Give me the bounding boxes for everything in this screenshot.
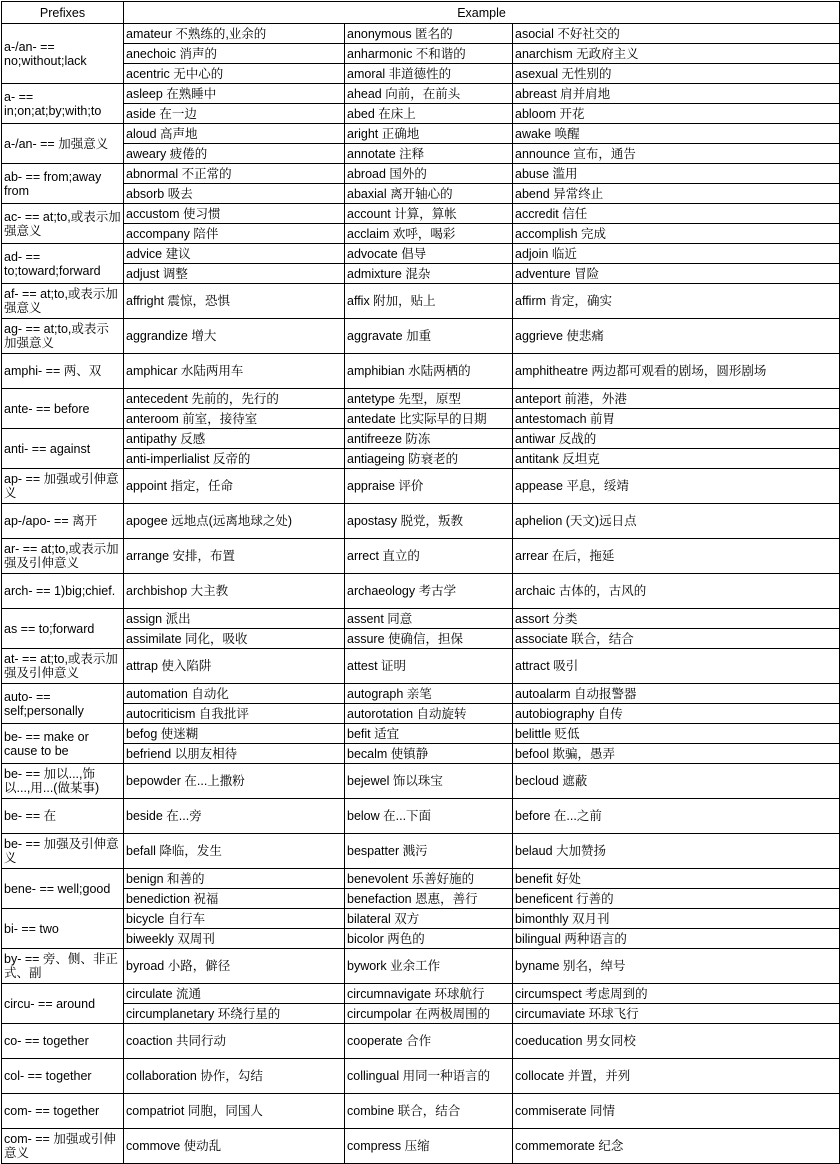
example-cell: aphelion (天文)远日点 [513, 504, 840, 539]
table-row [2, 609, 840, 629]
example-cell: asleep 在熟睡中 [124, 84, 345, 104]
example-cell: abed 在床上 [345, 104, 513, 124]
table-row [2, 244, 840, 264]
example-cell: belittle 贬低 [513, 724, 840, 744]
example-cell: arrear 在后，拖延 [513, 539, 840, 574]
prefix-table [1, 1, 840, 1164]
example-cell: bepowder 在...上撒粉 [124, 764, 345, 799]
example-cell: byroad 小路，僻径 [124, 949, 345, 984]
example-cell: bilateral 双方 [345, 909, 513, 929]
table-row [2, 1059, 840, 1094]
example-cell: appraise 评价 [345, 469, 513, 504]
table-row [2, 1094, 840, 1129]
example-cell: compress 压缩 [345, 1129, 513, 1164]
table-row [2, 84, 840, 104]
example-cell: benefaction 恩惠，善行 [345, 889, 513, 909]
example-cell: abuse 滥用 [513, 164, 840, 184]
example-cell: bejewel 饰以珠宝 [345, 764, 513, 799]
example-cell: amphibian 水陆两栖的 [345, 354, 513, 389]
example-cell: antitank 反坦克 [513, 449, 840, 469]
example-cell: aggravate 加重 [345, 319, 513, 354]
example-cell: befool 欺骗，愚弄 [513, 744, 840, 764]
example-cell: appease 平息，绥靖 [513, 469, 840, 504]
prefix-cell: af- == at;to,或表示加强意义 [2, 284, 124, 319]
example-cell: benign 和善的 [124, 869, 345, 889]
example-cell: coaction 共同行动 [124, 1024, 345, 1059]
table-row [2, 539, 840, 574]
prefix-cell: ab- == from;away from [2, 164, 124, 204]
table-row [2, 909, 840, 929]
example-cell: adventure 冒险 [513, 264, 840, 284]
example-cell: before 在...之前 [513, 799, 840, 834]
prefix-cell: at- == at;to,或表示加强及引伸意义 [2, 649, 124, 684]
table-row [2, 984, 840, 1004]
example-cell: arrange 安排，布置 [124, 539, 345, 574]
header-row [2, 2, 840, 24]
table-row [2, 504, 840, 539]
table-row [2, 104, 840, 124]
example-cell: aggrieve 使悲痛 [513, 319, 840, 354]
example-cell: amphicar 水陆两用车 [124, 354, 345, 389]
prefix-cell: com- == together [2, 1094, 124, 1129]
example-cell: assure 使确信，担保 [345, 629, 513, 649]
example-cell: assimilate 同化，吸收 [124, 629, 345, 649]
prefix-cell: ad- == to;toward;forward [2, 244, 124, 284]
prefix-cell: anti- == against [2, 429, 124, 469]
example-cell: cooperate 合作 [345, 1024, 513, 1059]
table-row [2, 204, 840, 224]
table-row [2, 24, 840, 44]
table-row [2, 949, 840, 984]
table-row [2, 264, 840, 284]
example-cell: assent 同意 [345, 609, 513, 629]
example-cell: circulate 流通 [124, 984, 345, 1004]
example-cell: befriend 以朋友相待 [124, 744, 345, 764]
example-cell: bicolor 两色的 [345, 929, 513, 949]
example-cell: abend 异常终止 [513, 184, 840, 204]
example-cell: amoral 非道德性的 [345, 64, 513, 84]
example-cell: affright 震惊，恐惧 [124, 284, 345, 319]
example-cell: admixture 混杂 [345, 264, 513, 284]
example-cell: befall 降临，发生 [124, 834, 345, 869]
example-cell: circumspect 考虑周到的 [513, 984, 840, 1004]
table-row [2, 929, 840, 949]
table-row [2, 409, 840, 429]
example-cell: apogee 远地点(远离地球之处) [124, 504, 345, 539]
example-cell: accredit 信任 [513, 204, 840, 224]
example-cell: affix 附加，贴上 [345, 284, 513, 319]
table-row [2, 724, 840, 744]
example-cell: adjoin 临近 [513, 244, 840, 264]
example-cell: commiserate 同情 [513, 1094, 840, 1129]
example-cell: anti-imperlialist 反帝的 [124, 449, 345, 469]
example-cell: autobiography 自传 [513, 704, 840, 724]
example-cell: appoint 指定，任命 [124, 469, 345, 504]
table-row [2, 284, 840, 319]
example-cell: attest 证明 [345, 649, 513, 684]
example-cell: aloud 高声地 [124, 124, 345, 144]
example-cell: abloom 开花 [513, 104, 840, 124]
table-row [2, 684, 840, 704]
example-cell: asocial 不好社交的 [513, 24, 840, 44]
example-cell: autocriticism 自我批评 [124, 704, 345, 724]
example-cell: combine 联合，结合 [345, 1094, 513, 1129]
example-cell: autograph 亲笔 [345, 684, 513, 704]
example-cell: anarchism 无政府主义 [513, 44, 840, 64]
example-cell: annotate 注释 [345, 144, 513, 164]
table-row [2, 389, 840, 409]
example-cell: account 计算，算帐 [345, 204, 513, 224]
prefix-cell: a-/an- == no;without;lack [2, 24, 124, 84]
example-cell: befit 适宜 [345, 724, 513, 744]
table-row [2, 429, 840, 449]
example-cell: accomplish 完成 [513, 224, 840, 244]
prefixes-header: Prefixes [2, 2, 124, 24]
prefix-cell: as == to;forward [2, 609, 124, 649]
example-cell: attrap 使入陷阱 [124, 649, 345, 684]
prefix-cell: be- == make or cause to be [2, 724, 124, 764]
example-cell: abaxial 离开轴心的 [345, 184, 513, 204]
example-cell: abnormal 不正常的 [124, 164, 345, 184]
example-cell: affirm 肯定，确实 [513, 284, 840, 319]
prefix-cell: a- == in;on;at;by;with;to [2, 84, 124, 124]
table-row [2, 184, 840, 204]
example-cell: antetype 先型，原型 [345, 389, 513, 409]
example-cell: autorotation 自动旋转 [345, 704, 513, 724]
example-cell: bicycle 自行车 [124, 909, 345, 929]
table-row [2, 1024, 840, 1059]
table-row [2, 1004, 840, 1024]
example-cell: advice 建议 [124, 244, 345, 264]
example-cell: antecedent 先前的，先行的 [124, 389, 345, 409]
prefix-cell: ac- == at;to,或表示加强意义 [2, 204, 124, 244]
example-cell: anteroom 前室，接待室 [124, 409, 345, 429]
table-row [2, 44, 840, 64]
prefix-cell: ag- == at;to,或表示加强意义 [2, 319, 124, 354]
example-cell: anechoic 消声的 [124, 44, 345, 64]
prefix-cell: col- == together [2, 1059, 124, 1094]
example-cell: arrect 直立的 [345, 539, 513, 574]
example-cell: absorb 吸去 [124, 184, 345, 204]
table-row [2, 574, 840, 609]
example-cell: aweary 疲倦的 [124, 144, 345, 164]
example-cell: amateur 不熟练的,业余的 [124, 24, 345, 44]
table-row [2, 764, 840, 799]
example-cell: beside 在...旁 [124, 799, 345, 834]
example-cell: becloud 遮蔽 [513, 764, 840, 799]
prefix-cell: circu- == around [2, 984, 124, 1024]
prefix-cell: ap- == 加强或引伸意义 [2, 469, 124, 504]
table-row [2, 164, 840, 184]
example-cell: becalm 使镇静 [345, 744, 513, 764]
example-cell: assign 派出 [124, 609, 345, 629]
table-row [2, 469, 840, 504]
example-cell: biweekly 双周刊 [124, 929, 345, 949]
example-cell: benefit 好处 [513, 869, 840, 889]
example-cell: benevolent 乐善好施的 [345, 869, 513, 889]
example-cell: automation 自动化 [124, 684, 345, 704]
example-cell: acentric 无中心的 [124, 64, 345, 84]
table-row [2, 629, 840, 649]
example-cell: accustom 使习惯 [124, 204, 345, 224]
example-cell: collaboration 协作，勾结 [124, 1059, 345, 1094]
example-cell: byname 别名，绰号 [513, 949, 840, 984]
example-cell: assort 分类 [513, 609, 840, 629]
prefix-cell: co- == together [2, 1024, 124, 1059]
example-cell: beneficent 行善的 [513, 889, 840, 909]
example-cell: benediction 祝福 [124, 889, 345, 909]
example-cell: attract 吸引 [513, 649, 840, 684]
prefix-cell: ar- == at;to,或表示加强及引伸意义 [2, 539, 124, 574]
example-cell: circumnavigate 环球航行 [345, 984, 513, 1004]
prefix-cell: ante- == before [2, 389, 124, 429]
table-row [2, 869, 840, 889]
example-cell: archbishop 大主教 [124, 574, 345, 609]
example-cell: circumplanetary 环绕行星的 [124, 1004, 345, 1024]
example-cell: bywork 业余工作 [345, 949, 513, 984]
prefix-cell: com- == 加强或引伸意义 [2, 1129, 124, 1164]
example-cell: collingual 用同一种语言的 [345, 1059, 513, 1094]
example-cell: antifreeze 防冻 [345, 429, 513, 449]
example-cell: anonymous 匿名的 [345, 24, 513, 44]
example-cell: archaic 古体的，古风的 [513, 574, 840, 609]
table-body [2, 24, 840, 1164]
table-row [2, 834, 840, 869]
table-row [2, 354, 840, 389]
example-cell: antedate 比实际早的日期 [345, 409, 513, 429]
example-header: Example [124, 2, 840, 24]
example-cell: archaeology 考古学 [345, 574, 513, 609]
example-cell: aside 在一边 [124, 104, 345, 124]
example-cell: anteport 前港，外港 [513, 389, 840, 409]
table-row [2, 224, 840, 244]
example-cell: collocate 并置，并列 [513, 1059, 840, 1094]
prefix-cell: amphi- == 两、双 [2, 354, 124, 389]
prefix-cell: be- == 加强及引伸意义 [2, 834, 124, 869]
example-cell: circumpolar 在两极周围的 [345, 1004, 513, 1024]
example-cell: antipathy 反感 [124, 429, 345, 449]
prefix-cell: by- == 旁、侧、非正式、副 [2, 949, 124, 984]
example-cell: announce 宣布，通告 [513, 144, 840, 164]
example-cell: acclaim 欢呼，喝彩 [345, 224, 513, 244]
table-row [2, 799, 840, 834]
example-cell: aright 正确地 [345, 124, 513, 144]
prefix-cell: arch- == 1)big;chief. [2, 574, 124, 609]
table-row [2, 319, 840, 354]
example-cell: aggrandize 增大 [124, 319, 345, 354]
example-cell: compatriot 同胞，同国人 [124, 1094, 345, 1129]
table-row [2, 64, 840, 84]
prefix-cell: be- == 加以...,饰以...,用...(做某事) [2, 764, 124, 799]
example-cell: abreast 肩并肩地 [513, 84, 840, 104]
example-cell: below 在...下面 [345, 799, 513, 834]
prefix-cell: bene- == well;good [2, 869, 124, 909]
example-cell: abroad 国外的 [345, 164, 513, 184]
table-row [2, 889, 840, 909]
example-cell: commemorate 纪念 [513, 1129, 840, 1164]
example-cell: bespatter 溅污 [345, 834, 513, 869]
table-row [2, 744, 840, 764]
example-cell: associate 联合，结合 [513, 629, 840, 649]
example-cell: anharmonic 不和谐的 [345, 44, 513, 64]
example-cell: awake 唤醒 [513, 124, 840, 144]
example-cell: coeducation 男女同校 [513, 1024, 840, 1059]
example-cell: commove 使动乱 [124, 1129, 345, 1164]
table-row [2, 704, 840, 724]
example-cell: circumaviate 环球飞行 [513, 1004, 840, 1024]
example-cell: asexual 无性别的 [513, 64, 840, 84]
example-cell: antestomach 前胃 [513, 409, 840, 429]
example-cell: antiwar 反战的 [513, 429, 840, 449]
example-cell: autoalarm 自动报警器 [513, 684, 840, 704]
example-cell: accompany 陪伴 [124, 224, 345, 244]
table-row [2, 144, 840, 164]
example-cell: adjust 调整 [124, 264, 345, 284]
example-cell: bimonthly 双月刊 [513, 909, 840, 929]
prefix-cell: be- == 在 [2, 799, 124, 834]
table-row [2, 449, 840, 469]
example-cell: advocate 倡导 [345, 244, 513, 264]
table-row [2, 1129, 840, 1164]
example-cell: apostasy 脱党，叛教 [345, 504, 513, 539]
prefix-cell: auto- == self;personally [2, 684, 124, 724]
prefix-cell: bi- == two [2, 909, 124, 949]
prefix-cell: a-/an- == 加强意义 [2, 124, 124, 164]
example-cell: belaud 大加赞扬 [513, 834, 840, 869]
prefix-cell: ap-/apo- == 离开 [2, 504, 124, 539]
example-cell: befog 使迷糊 [124, 724, 345, 744]
table-row [2, 124, 840, 144]
example-cell: amphitheatre 两边都可观看的剧场，圆形剧场 [513, 354, 840, 389]
table-row [2, 649, 840, 684]
example-cell: bilingual 两种语言的 [513, 929, 840, 949]
example-cell: ahead 向前，在前头 [345, 84, 513, 104]
example-cell: antiageing 防衰老的 [345, 449, 513, 469]
